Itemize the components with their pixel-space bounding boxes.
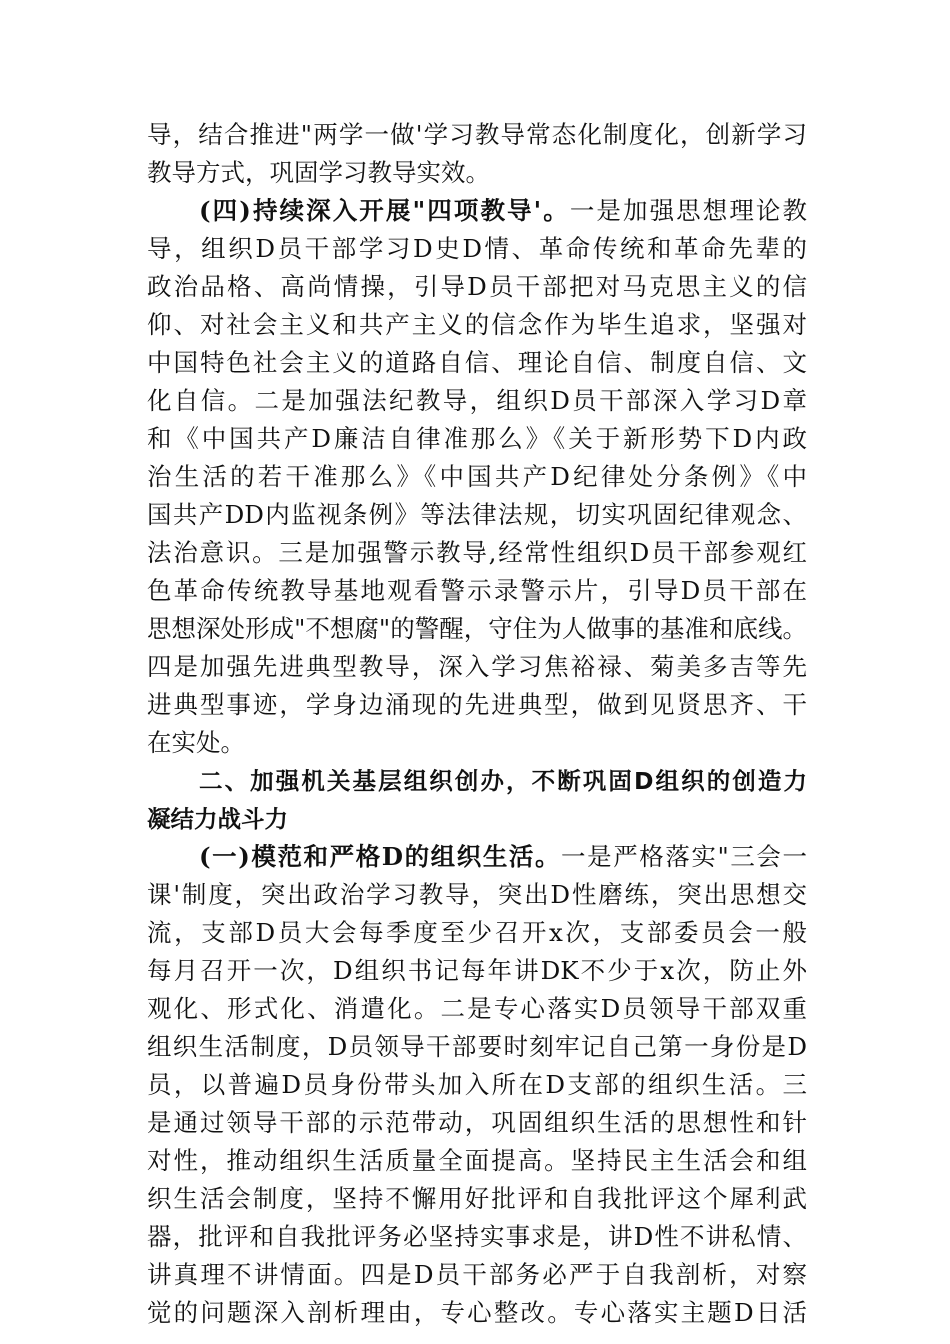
section-heading-continued: 凝结力战斗力 (147, 805, 288, 833)
document-page (147, 116, 807, 1332)
paragraph-line: 化自信。二是加强法纪教导，组织D员干部深入学习D章 (147, 386, 807, 415)
paragraph-line: 进典型事迹，学身边涌现的先进典型，做到见贤思齐、干 (147, 690, 807, 719)
subheading-text: (一)模范和严格D的组织生活。 (199, 842, 562, 871)
paragraph-line: 课'制度，突出政治学习教导，突出D性磨练，突出思想交 (147, 880, 807, 909)
paragraph-line: 四是加强先进典型教导，深入学习焦裕禄、菊美多吉等先 (147, 652, 807, 681)
paragraph-line: 思想深处形成"不想腐"的警醒，守住为人做事的基准和底线。 (147, 614, 807, 643)
paragraph-line: 中国特色社会主义的道路自信、理论自信、制度自信、文 (147, 348, 807, 377)
paragraph-line: 织生活会制度，坚持不懈用好批评和自我批评这个犀利武 (147, 1184, 807, 1213)
paragraph-line: 对性，推动组织生活质量全面提高。坚持民主生活会和组 (147, 1146, 807, 1175)
paragraph-line: 色革命传统教导基地观看警示录警示片，引导D员干部在 (147, 576, 807, 605)
paragraph-line: 讲真理不讲情面。四是D员干部务必严于自我剖析，对察 (147, 1260, 807, 1289)
paragraph-line: 教导方式，巩固学习教导实效。 (147, 158, 490, 187)
paragraph-line: 在实处。 (147, 728, 245, 757)
paragraph-text: 一是严格落实"三会一 (561, 842, 807, 871)
paragraph-text: 一是加强思想理论教 (569, 196, 807, 225)
paragraph-line (147, 192, 807, 230)
section-heading: 二、加强机关基层组织创办，不断巩固D组织的创造力 (199, 767, 807, 795)
paragraph-line: 每月召开一次，D组织书记每年讲DK不少于x次，防止外 (147, 956, 807, 985)
paragraph-line: 导，结合推进"两学一做'学习教导常态化制度化，创新学习 (147, 120, 807, 149)
paragraph-line: 仰、对社会主义和共产主义的信念作为毕生追求，坚强对 (147, 310, 807, 339)
subheading-text: (四)持续深入开展"四项教导'。 (199, 196, 570, 225)
paragraph-line: 国共产DD内监视条例》等法律法规，切实巩固纪律观念、 (147, 500, 807, 529)
paragraph-line: 治生活的若干准那么》《中国共产D纪律处分条例》《中 (147, 462, 807, 491)
paragraph-line: 觉的问题深入剖析理由，专心整改。专心落实主题D日活 (147, 1298, 807, 1327)
paragraph-line: 是通过领导干部的示范带动，巩固组织生活的思想性和针 (147, 1108, 807, 1137)
paragraph-line: 流，支部D员大会每季度至少召开x次，支部委员会一般 (147, 918, 807, 947)
paragraph-line: 和《中国共产D廉洁自律准那么》《关于新形势下D内政 (147, 424, 807, 453)
paragraph-line: 组织生活制度，D员领导干部要时刻牢记自己第一身份是D (147, 1032, 807, 1061)
paragraph-line: 导，组织D员干部学习D史D情、革命传统和革命先辈的 (147, 234, 807, 263)
paragraph-line: 政治品格、高尚情操，引导D员干部把对马克思主义的信 (147, 272, 807, 301)
paragraph-line (147, 838, 807, 876)
paragraph-line: 器，批评和自我批评务必坚持实事求是，讲D性不讲私情、 (147, 1222, 807, 1251)
paragraph-line: 员，以普遍D员身份带头加入所在D支部的组织生活。三 (147, 1070, 807, 1099)
paragraph-line: 法治意识。三是加强警示教导,经常性组织D员干部参观红 (147, 538, 807, 567)
paragraph-line: 观化、形式化、消遣化。二是专心落实D员领导干部双重 (147, 994, 807, 1023)
